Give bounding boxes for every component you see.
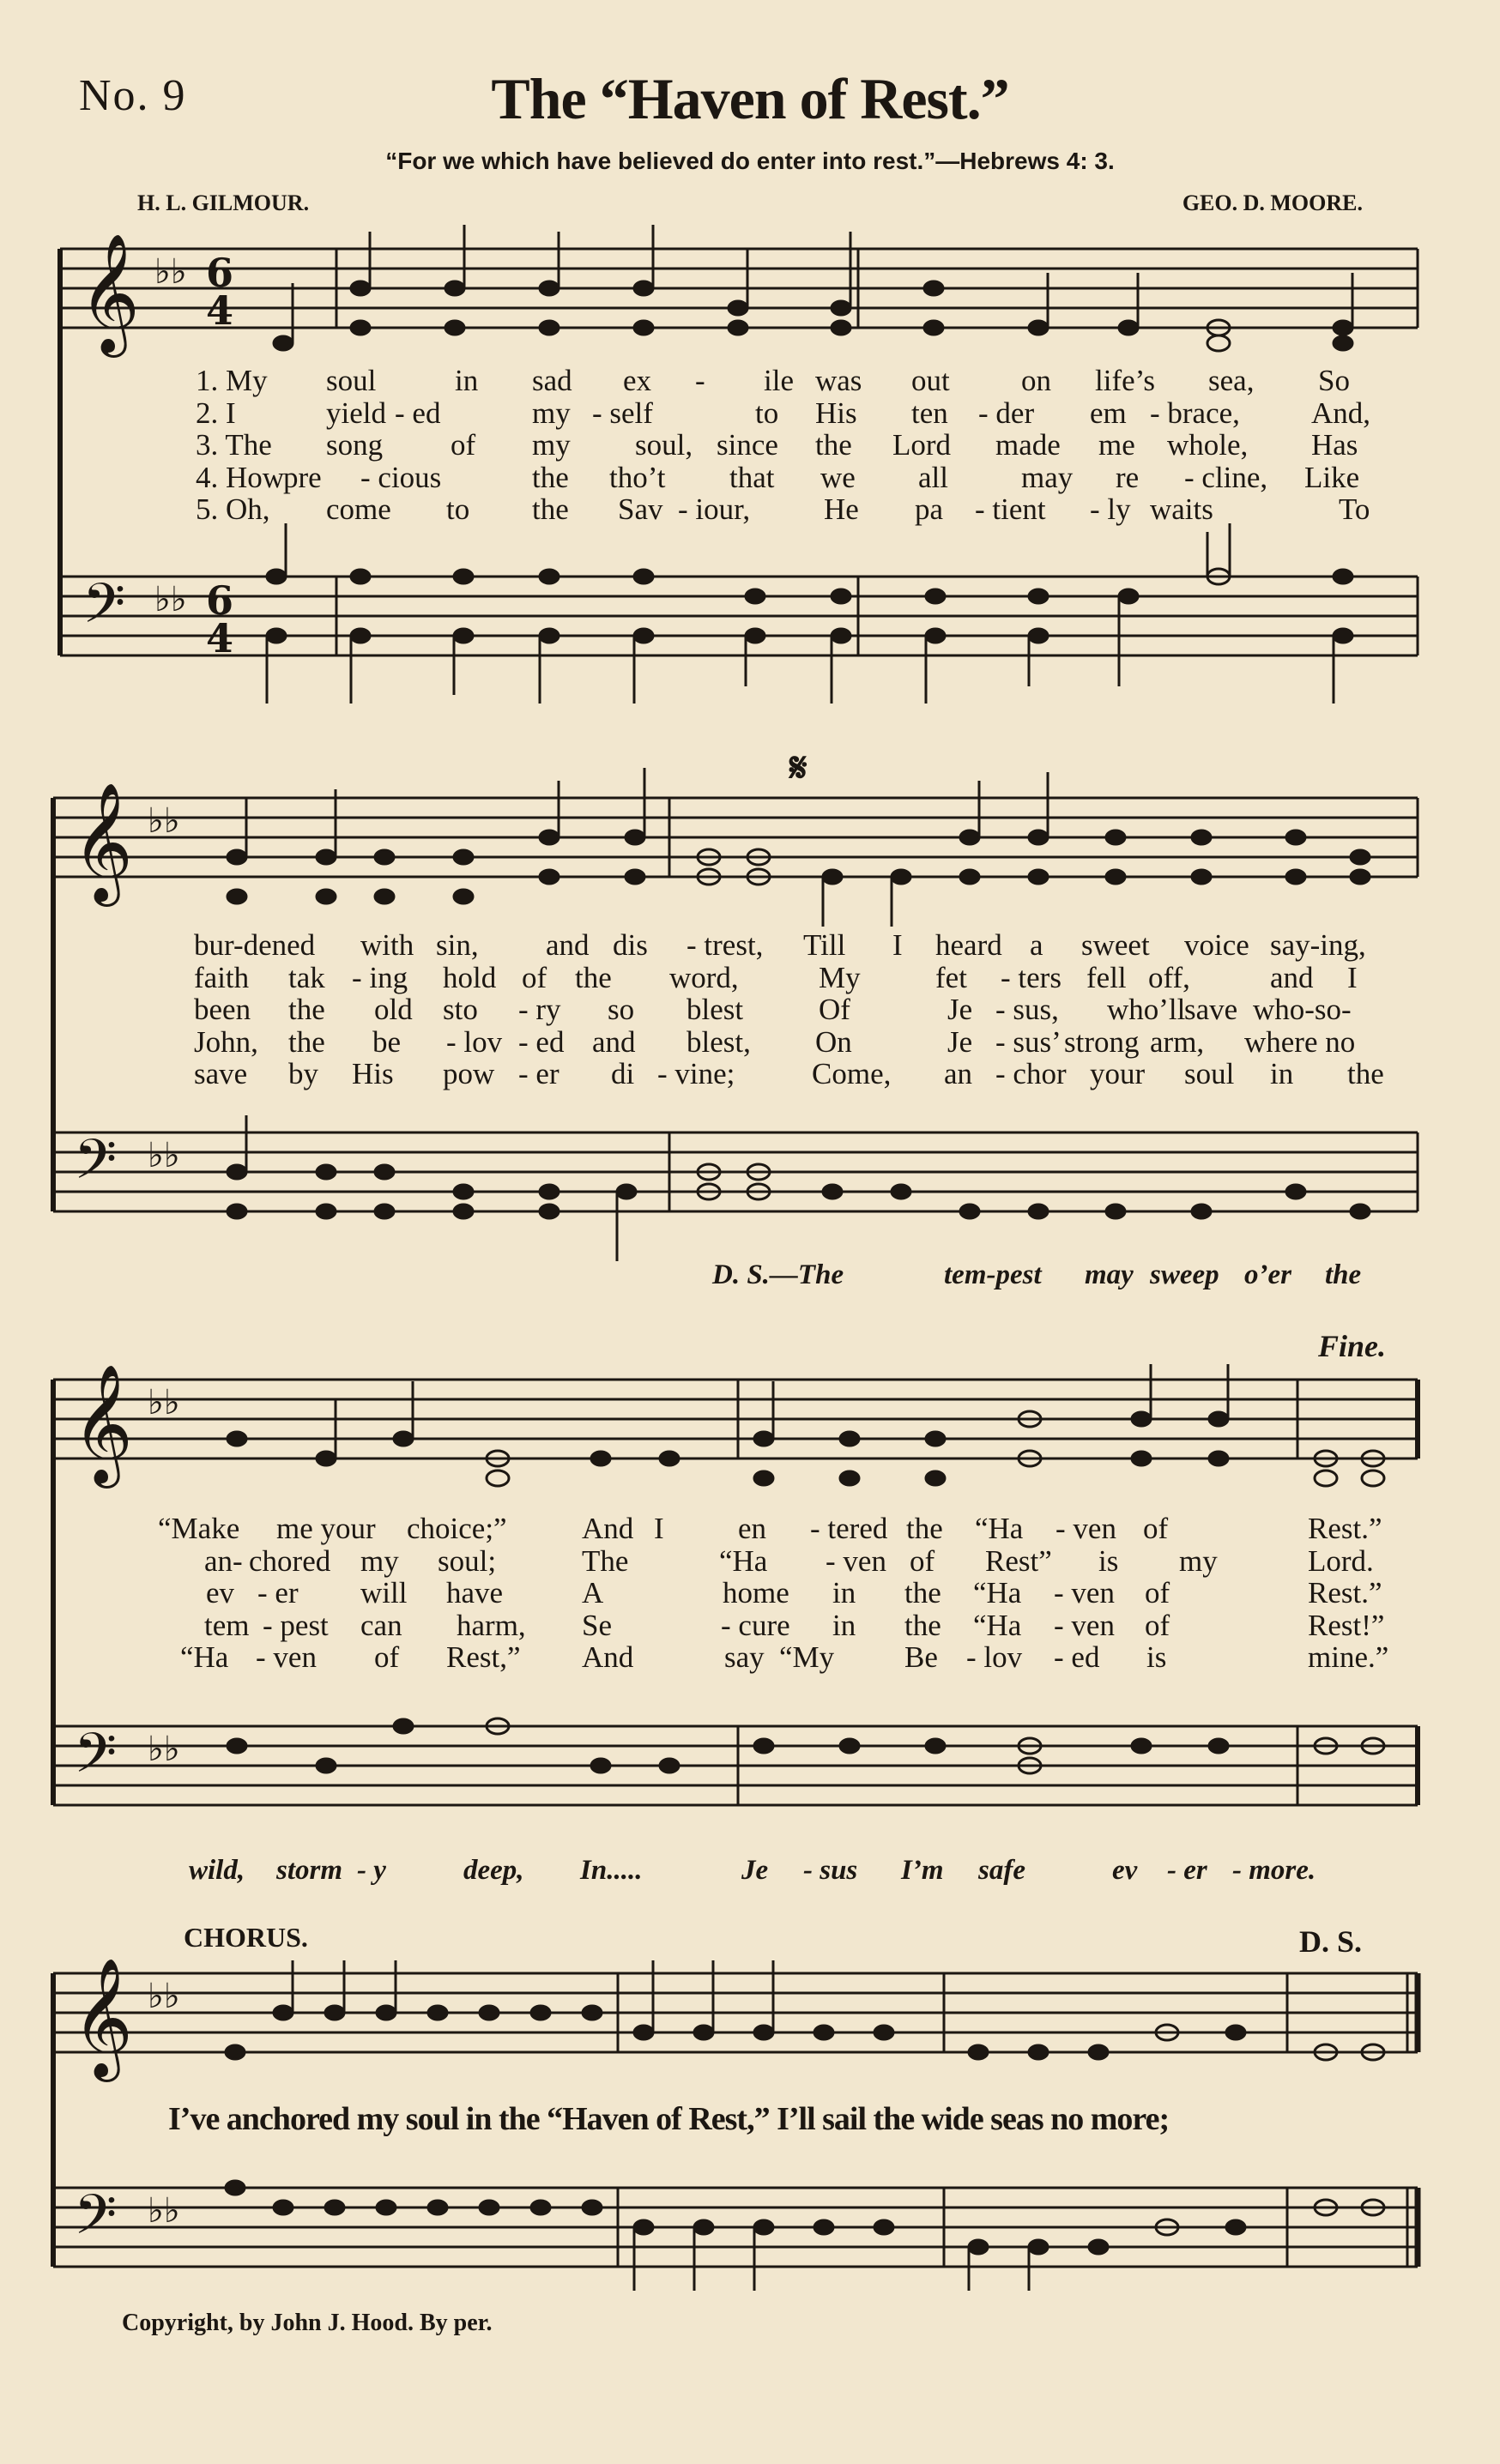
lyric-syllable: ten bbox=[911, 396, 948, 430]
lyric-syllable: chored bbox=[249, 1543, 331, 1578]
ds-lyric-syllable: - er bbox=[1167, 1855, 1207, 1886]
treble-clef-icon: 𝄞 bbox=[72, 1958, 133, 2077]
lyric-syllable: in bbox=[1270, 1057, 1294, 1090]
lyric-syllable: Rest” bbox=[985, 1543, 1052, 1578]
lyric-syllable: been bbox=[194, 993, 251, 1026]
lyric-syllable: pow bbox=[443, 1057, 495, 1090]
ds-lyric-syllable: tem-pest bbox=[944, 1259, 1042, 1290]
lyric-syllable: I bbox=[654, 1512, 664, 1545]
lyric-syllable: “Ha bbox=[973, 1576, 1022, 1609]
lyric-syllable: “Ha bbox=[973, 1608, 1022, 1642]
verse-line bbox=[0, 993, 1500, 1025]
lyric-syllable: - sus’ bbox=[995, 1024, 1061, 1059]
lyric-syllable: Lord. bbox=[1308, 1543, 1374, 1578]
lyric-syllable: tem bbox=[204, 1608, 250, 1642]
lyric-syllable: My bbox=[819, 960, 861, 994]
lyric-syllable: Je bbox=[947, 993, 973, 1026]
flat-icon: ♭♭ bbox=[154, 579, 187, 619]
lyric-syllable: - ven bbox=[1055, 1512, 1116, 1545]
lyric-syllable: - ven bbox=[1054, 1608, 1115, 1642]
lyric-syllable: “Ha bbox=[719, 1543, 768, 1578]
lyric-syllable: - sus, bbox=[995, 993, 1059, 1026]
flat-icon: ♭♭ bbox=[148, 800, 180, 841]
lyric-syllable: - lov bbox=[966, 1640, 1023, 1674]
lyric-syllable: - ly bbox=[1090, 492, 1131, 526]
treble-clef-icon: 𝄞 bbox=[79, 233, 140, 353]
lyric-syllable: in bbox=[832, 1576, 856, 1609]
lyric-syllable: Has bbox=[1311, 428, 1358, 462]
lyric-syllable: my bbox=[532, 396, 571, 430]
lyric-syllable: Rest,” bbox=[446, 1640, 521, 1674]
lyric-syllable: pa bbox=[915, 492, 944, 526]
lyric-syllable: hold bbox=[443, 960, 497, 994]
lyric-syllable: me your bbox=[276, 1512, 376, 1545]
verse-line bbox=[0, 1609, 1500, 1641]
lyric-syllable: since bbox=[717, 428, 778, 462]
lyric-syllable: “Ha bbox=[180, 1640, 229, 1674]
author-composer: GEO. D. MOORE. bbox=[1182, 190, 1363, 215]
lyric-syllable: off, bbox=[1148, 960, 1190, 994]
treble-clef-icon: 𝄞 bbox=[72, 1364, 133, 1483]
lyric-syllable: To bbox=[1339, 492, 1370, 526]
lyric-syllable: life’s bbox=[1095, 364, 1155, 397]
lyric-syllable: sea, bbox=[1208, 364, 1255, 397]
lyric-syllable: - ven bbox=[256, 1640, 317, 1674]
lyric-syllable: tho’t bbox=[609, 460, 666, 494]
lyric-syllable: choice;” bbox=[407, 1512, 507, 1545]
lyric-syllable: the bbox=[904, 1608, 941, 1642]
lyric-syllable: faith bbox=[194, 960, 250, 994]
lyric-syllable: - cious bbox=[360, 460, 442, 494]
lyric-syllable: 3. The bbox=[196, 428, 272, 462]
verse-line bbox=[0, 1025, 1500, 1058]
lyric-syllable: 5. Oh, bbox=[196, 492, 270, 526]
lyric-syllable: song bbox=[326, 428, 384, 462]
flat-icon: ♭♭ bbox=[154, 251, 187, 292]
lyric-syllable: be bbox=[372, 1024, 402, 1059]
lyric-syllable: waits bbox=[1150, 492, 1213, 526]
lyric-syllable: may bbox=[1021, 460, 1074, 494]
system-2-treble-staff bbox=[53, 798, 1418, 877]
lyric-syllable: blest, bbox=[686, 1024, 751, 1059]
lyric-syllable: in bbox=[832, 1608, 856, 1642]
lyric-syllable: an bbox=[944, 1057, 973, 1090]
lyric-syllable: that bbox=[729, 460, 775, 494]
lyric-syllable: - self bbox=[592, 396, 653, 430]
time-signature-top: 6 bbox=[206, 577, 234, 624]
lyric-syllable: - er bbox=[257, 1576, 299, 1609]
lyric-syllable: The bbox=[582, 1543, 629, 1578]
lyric-syllable: strong bbox=[1064, 1024, 1140, 1059]
lyric-syllable: “Ha bbox=[975, 1512, 1024, 1545]
lyric-syllable: a bbox=[1030, 928, 1043, 962]
lyric-syllable: Be bbox=[904, 1640, 938, 1674]
ds-lyric-syllable: In..... bbox=[580, 1855, 643, 1886]
lyric-syllable: And bbox=[582, 1640, 634, 1674]
lyric-syllable: sweet bbox=[1081, 928, 1150, 962]
lyric-syllable: His bbox=[815, 396, 857, 430]
flat-icon: ♭♭ bbox=[148, 2190, 180, 2231]
lyric-syllable: harm, bbox=[457, 1608, 526, 1642]
verse-line bbox=[0, 396, 1500, 429]
lyric-syllable: voice bbox=[1184, 928, 1249, 962]
hymn-title: The “Haven of Rest.” bbox=[491, 66, 1009, 131]
lyric-syllable: I bbox=[892, 928, 903, 962]
lyric-syllable: - ed bbox=[1054, 1640, 1100, 1674]
lyric-syllable: and bbox=[1270, 960, 1314, 994]
lyric-syllable: whole, bbox=[1167, 428, 1249, 462]
lyric-syllable: John, bbox=[194, 1024, 258, 1059]
lyric-syllable: Rest!” bbox=[1308, 1608, 1385, 1642]
system-3-bass-staff bbox=[53, 1726, 1418, 1805]
lyric-syllable: save bbox=[194, 1057, 248, 1090]
lyric-syllable: old bbox=[374, 993, 413, 1026]
bass-clef-icon: 𝄢 bbox=[74, 1722, 118, 1799]
lyric-syllable: save bbox=[1184, 993, 1238, 1026]
lyric-syllable: of bbox=[374, 1640, 400, 1674]
flat-icon: ♭♭ bbox=[148, 1382, 180, 1422]
lyric-syllable: of bbox=[910, 1543, 935, 1578]
lyric-syllable: your bbox=[1090, 1057, 1146, 1090]
lyric-syllable: - ing bbox=[352, 960, 408, 994]
lyric-syllable: - chor bbox=[995, 1057, 1067, 1090]
lyric-syllable: to bbox=[755, 396, 779, 430]
lyric-syllable: On bbox=[815, 1024, 852, 1059]
lyric-syllable: - pest bbox=[263, 1608, 329, 1642]
lyric-syllable: the bbox=[904, 1576, 941, 1609]
lyric-syllable: the bbox=[815, 428, 852, 462]
ds-lyric-syllable: storm bbox=[276, 1855, 343, 1886]
lyric-syllable: Rest.” bbox=[1308, 1512, 1382, 1545]
lyric-syllable: the bbox=[532, 492, 569, 526]
lyric-syllable: the bbox=[288, 993, 325, 1026]
lyric-syllable: He bbox=[824, 492, 859, 526]
verse-line bbox=[0, 1057, 1500, 1090]
copyright-notice: Copyright, by John J. Hood. By per. bbox=[122, 2310, 493, 2336]
lyric-syllable: is bbox=[1098, 1543, 1119, 1578]
ds-lyric-syllable: sweep bbox=[1150, 1259, 1219, 1290]
ds-lyric-syllable: may bbox=[1085, 1259, 1134, 1290]
verse-line bbox=[0, 364, 1500, 396]
lyric-syllable: by bbox=[288, 1057, 318, 1090]
ds-marker: D. S. bbox=[1299, 1924, 1363, 1959]
lyric-syllable: in bbox=[455, 364, 479, 397]
ds-lyric-syllable: the bbox=[1325, 1259, 1362, 1290]
lyric-syllable: ile bbox=[764, 364, 794, 397]
lyric-syllable: 2. I bbox=[196, 396, 236, 430]
hymn-number: No. 9 bbox=[79, 71, 187, 120]
lyric-syllable: fell bbox=[1086, 960, 1127, 994]
verse-line bbox=[0, 1640, 1500, 1673]
lyric-syllable: di bbox=[611, 1057, 635, 1090]
lyric-syllable: - lov bbox=[446, 1024, 503, 1059]
lyric-syllable: of bbox=[522, 960, 547, 994]
lyric-syllable: come bbox=[326, 492, 391, 526]
time-signature-bottom: 4 bbox=[206, 615, 234, 661]
scripture-reference: “For we which have believed do enter into rest.”—Hebrews 4: 3. bbox=[385, 148, 1115, 174]
lyric-syllable: - iour, bbox=[678, 492, 751, 526]
lyric-syllable: say bbox=[724, 1640, 765, 1674]
lyric-syllable: So bbox=[1318, 364, 1350, 397]
lyric-syllable: - ed bbox=[395, 396, 441, 430]
lyric-syllable: heard bbox=[935, 928, 1002, 962]
lyric-syllable: can bbox=[360, 1608, 402, 1642]
ds-lyric-syllable: D. S.—The bbox=[712, 1259, 844, 1290]
lyric-syllable: dis bbox=[613, 928, 648, 962]
lyric-syllable: ex bbox=[623, 364, 652, 397]
lyric-syllable: so bbox=[608, 993, 635, 1026]
lyric-syllable: - ry bbox=[518, 993, 561, 1026]
lyric-syllable: of bbox=[1143, 1512, 1169, 1545]
lyric-syllable: my bbox=[360, 1543, 399, 1578]
lyric-syllable: - er bbox=[518, 1057, 559, 1090]
chorus-lyric: I’ve anchored my soul in the “Haven of Rest,” I’ll sail the wide seas no more; bbox=[168, 2101, 1170, 2137]
lyric-syllable: the bbox=[532, 460, 569, 494]
verse-line bbox=[0, 1576, 1500, 1609]
lyric-syllable: 4. How bbox=[196, 460, 285, 494]
lyric-syllable: Come, bbox=[812, 1057, 892, 1090]
lyric-syllable: soul, bbox=[635, 428, 693, 462]
chorus-label: CHORUS. bbox=[184, 1922, 308, 1953]
lyric-syllable: tak bbox=[288, 960, 325, 994]
verse-line bbox=[0, 1512, 1500, 1544]
flat-icon: ♭♭ bbox=[148, 1976, 180, 2016]
lyric-syllable: who-so- bbox=[1253, 993, 1352, 1026]
lyric-syllable: and bbox=[592, 1024, 636, 1059]
lyric-syllable: - ven bbox=[826, 1543, 886, 1578]
lyric-syllable: - cure bbox=[721, 1608, 790, 1642]
lyric-syllable: Je bbox=[947, 1024, 973, 1059]
system-2-ds-text bbox=[0, 1259, 1500, 1294]
lyric-syllable: - vine; bbox=[657, 1057, 735, 1090]
segno-icon: 𝄋 bbox=[789, 746, 807, 791]
ds-lyric-syllable: I’m bbox=[901, 1855, 944, 1886]
lyric-syllable: fet bbox=[935, 960, 967, 994]
lyric-syllable: sin, bbox=[436, 928, 479, 962]
verse-line bbox=[0, 1544, 1500, 1577]
author-lyricist: H. L. GILMOUR. bbox=[137, 190, 310, 215]
lyric-syllable: my bbox=[1179, 1543, 1218, 1578]
lyric-syllable: and bbox=[546, 928, 590, 962]
ds-lyric-syllable: deep, bbox=[463, 1855, 524, 1886]
lyric-syllable: made bbox=[995, 428, 1061, 462]
lyric-syllable: sto bbox=[443, 993, 478, 1026]
lyric-syllable: I bbox=[1347, 960, 1358, 994]
lyric-syllable: of bbox=[1145, 1608, 1170, 1642]
ds-lyric-syllable: ev bbox=[1112, 1855, 1138, 1886]
lyric-syllable: to bbox=[446, 492, 470, 526]
lyric-syllable: bur-dened bbox=[194, 928, 316, 962]
lyric-syllable: re bbox=[1116, 460, 1140, 494]
lyric-syllable: of bbox=[451, 428, 476, 462]
verse-line bbox=[0, 961, 1500, 993]
lyric-syllable: is bbox=[1146, 1640, 1167, 1674]
lyric-syllable: - ed bbox=[518, 1024, 565, 1059]
lyric-syllable: home bbox=[723, 1576, 789, 1609]
lyric-syllable: the bbox=[1347, 1057, 1384, 1090]
lyric-syllable: the bbox=[575, 960, 612, 994]
lyric-syllable: - cline, bbox=[1184, 460, 1268, 494]
system-4-treble-staff bbox=[53, 1973, 1418, 2052]
ds-lyric-syllable: - y bbox=[357, 1855, 386, 1886]
lyric-syllable: me bbox=[1098, 428, 1135, 462]
lyric-syllable: blest bbox=[686, 993, 744, 1026]
lyric-syllable: Till bbox=[803, 928, 846, 962]
system-4-bass-staff bbox=[53, 2188, 1418, 2267]
lyric-syllable: where no bbox=[1244, 1024, 1356, 1059]
verse-line bbox=[0, 461, 1500, 493]
verse-line bbox=[0, 492, 1500, 525]
lyric-syllable: word, bbox=[669, 960, 739, 994]
lyric-syllable: will bbox=[360, 1576, 408, 1609]
lyric-syllable: - brace, bbox=[1150, 396, 1240, 430]
lyric-syllable: who’ll bbox=[1107, 993, 1186, 1026]
ds-lyric-syllable: Je bbox=[741, 1855, 769, 1886]
lyric-syllable: out bbox=[911, 364, 950, 397]
lyric-syllable: - der bbox=[978, 396, 1035, 430]
time-signature-top: 6 bbox=[206, 250, 234, 296]
lyric-syllable: en bbox=[738, 1512, 767, 1545]
lyric-syllable: say-ing, bbox=[1270, 928, 1366, 962]
lyric-syllable: an- bbox=[204, 1543, 243, 1578]
flat-icon: ♭♭ bbox=[148, 1135, 180, 1175]
bass-clef-icon: 𝄢 bbox=[74, 1128, 118, 1205]
lyric-syllable: have bbox=[446, 1576, 504, 1609]
lyric-syllable: em bbox=[1090, 396, 1127, 430]
lyric-syllable: - bbox=[695, 364, 705, 397]
lyric-syllable: Of bbox=[819, 993, 850, 1026]
fine-marker: Fine. bbox=[1318, 1329, 1387, 1363]
system-2-bass-staff bbox=[53, 1132, 1418, 1211]
lyric-syllable: And, bbox=[1311, 396, 1371, 430]
lyric-syllable: 1. My bbox=[196, 364, 268, 397]
lyric-syllable: we bbox=[820, 460, 856, 494]
lyric-syllable: on bbox=[1021, 364, 1051, 397]
notes-decorative bbox=[226, 225, 1387, 2291]
lyric-syllable: ev bbox=[206, 1576, 235, 1609]
lyric-syllable: sad bbox=[532, 364, 572, 397]
lyric-syllable: was bbox=[815, 364, 862, 397]
system-1-bass-staff bbox=[60, 577, 1418, 655]
lyric-syllable: pre bbox=[283, 460, 322, 494]
lyric-syllable: Lord bbox=[892, 428, 952, 462]
lyric-syllable: Se bbox=[582, 1608, 612, 1642]
flat-icon: ♭♭ bbox=[148, 1729, 180, 1769]
lyric-syllable: Like bbox=[1304, 460, 1360, 494]
lyric-syllable: with bbox=[360, 928, 414, 962]
lyric-syllable: “My bbox=[779, 1640, 835, 1674]
lyric-syllable: of bbox=[1145, 1576, 1170, 1609]
lyric-syllable: A bbox=[582, 1576, 604, 1609]
time-signature-bottom: 4 bbox=[206, 287, 234, 334]
bass-clef-icon: 𝄢 bbox=[74, 2183, 118, 2261]
lyric-syllable: the bbox=[288, 1024, 325, 1059]
lyric-syllable: soul; bbox=[438, 1543, 497, 1578]
lyric-syllable: soul bbox=[1184, 1057, 1235, 1090]
lyric-syllable: - tient bbox=[975, 492, 1046, 526]
system-3-ds-text bbox=[0, 1855, 1500, 1889]
ds-lyric-syllable: wild, bbox=[189, 1855, 245, 1886]
verse-line bbox=[0, 928, 1500, 961]
ds-lyric-syllable: o’er bbox=[1244, 1259, 1291, 1290]
verse-line bbox=[0, 428, 1500, 461]
ds-lyric-syllable: - more. bbox=[1232, 1855, 1316, 1886]
lyric-syllable: - trest, bbox=[686, 928, 764, 962]
lyric-syllable: Sav bbox=[618, 492, 663, 526]
lyric-syllable: mine.” bbox=[1308, 1640, 1389, 1674]
lyric-syllable: Rest.” bbox=[1308, 1576, 1382, 1609]
lyric-syllable: yield bbox=[326, 396, 386, 430]
lyric-syllable: all bbox=[918, 460, 948, 494]
lyric-syllable: my bbox=[532, 428, 571, 462]
lyric-syllable: His bbox=[352, 1057, 394, 1090]
lyric-syllable: And bbox=[582, 1512, 634, 1545]
lyric-syllable: - tered bbox=[810, 1512, 888, 1545]
treble-clef-icon: 𝄞 bbox=[72, 782, 133, 902]
lyric-syllable: the bbox=[906, 1512, 943, 1545]
lyric-syllable: - ven bbox=[1054, 1576, 1115, 1609]
lyric-syllable: - ters bbox=[1001, 960, 1061, 994]
lyric-syllable: arm, bbox=[1150, 1024, 1205, 1059]
ds-lyric-syllable: - sus bbox=[803, 1855, 858, 1886]
ds-lyric-syllable: safe bbox=[978, 1855, 1025, 1886]
bass-clef-icon: 𝄢 bbox=[82, 572, 126, 649]
lyric-syllable: “Make bbox=[158, 1512, 240, 1545]
lyric-syllable: soul bbox=[326, 364, 377, 397]
